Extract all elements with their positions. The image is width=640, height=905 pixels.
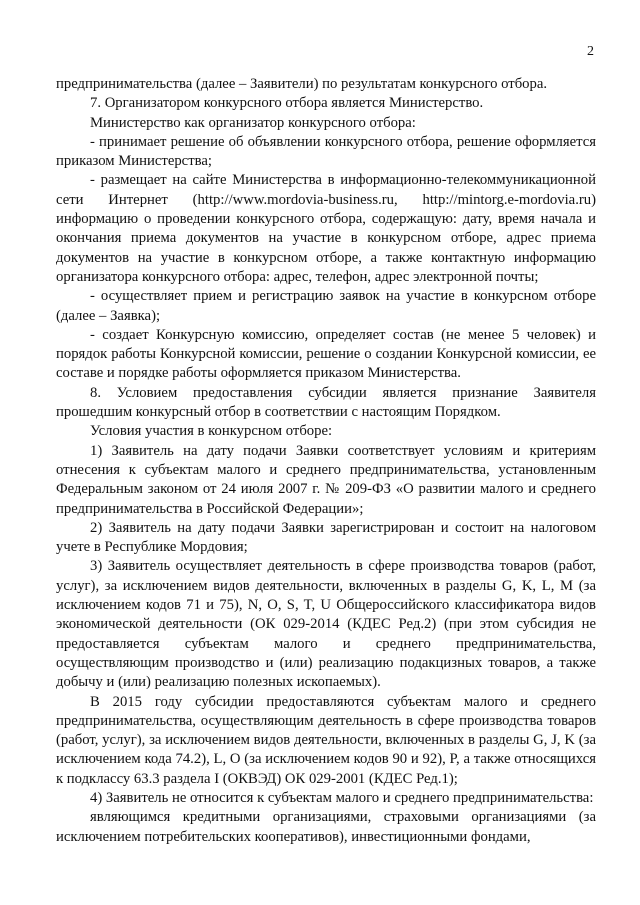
paragraph-item-7: 7. Организатором конкурсного отбора является Министерство. (90, 95, 484, 112)
page-number: 2 (587, 44, 594, 59)
paragraph-duty-commission: - создает Конкурсную комиссию, определяет состав (не менее 5 человек) и порядок работы Конкурсной комиссии, решение о создании Конкурсной комиссии, ее составе и порядке работы оформляется приказом Министерства. (56, 326, 596, 382)
paragraph-2015-note: В 2015 году субсидии предоставляются субъектам малого и среднего предпринимательства, осуществляющим деятельность в сфере производства товаров (работ, услуг), за исключением видов деятельности, включенных в разделы G, J, K (за исключением кода 74.2), L, O (за исключением кодов 90 и 92), P, а также относящихся к подклассу 63.3 раздела I (ОКВЭД) ОК 029-2001 (КДЕС Ред.1); (56, 693, 596, 787)
paragraph-condition-3: 3) Заявитель осуществляет деятельность в сфере производства товаров (работ, услуг), за исключением видов деятельности, включенных в разделы G, K, L, M (за исключением кодов 71 и 75), N, O, S, T, U Общероссийского классификатора видов экономической деятельности (ОК 029-2014 (КДЕС Ред.2) (при этом субсидия не предоставляется субъектам малого и среднего предпринимательства, осуществляющим производство и (или) реализацию подакцизных товаров, а также добычу и (или) реализацию полезных ископаемых). (56, 558, 596, 691)
paragraph-condition-4-detail: являющимся кредитными организациями, страховыми организациями (за исключением потребительских кооперативов), инвестиционными фондами, (56, 809, 596, 845)
paragraph-item-8: 8. Условием предоставления субсидии является признание Заявителя прошедшим конкурсный отбор в соответствии с настоящим Порядком. (56, 384, 596, 421)
paragraph-duty-publish: - размещает на сайте Министерства в информационно-телекоммуникационной сети Интернет (http://www.mordovia-business.ru, http://mintorg.e-mordovia.ru) информацию о проведении конкурсного отбора, содержащую: дату, время начала и окончания приема документов на участие в конкурсном отборе, адрес приема документов на участие в конкурсном отборе, а также контактную информацию организатора конкурсного отбора: адрес, телефон, адрес электронной почты; (56, 172, 596, 285)
paragraph-condition-4: 4) Заявитель не относится к субъектам малого и среднего предпринимательства: (90, 789, 594, 806)
paragraph-duty-accept: - осуществляет прием и регистрацию заявок на участие в конкурсном отборе (далее – Заявка); (56, 288, 596, 324)
paragraph-duty-decision: - принимает решение об объявлении конкурсного отбора, решение оформляется приказом Министерства; (56, 133, 596, 170)
paragraph-organizer-intro: Министерство как организатор конкурсного отбора: (90, 114, 416, 131)
paragraph-condition-1: 1) Заявитель на дату подачи Заявки соответствует условиям и критериям отнесения к субъектам малого и среднего предпринимательства, установленным Федеральным законом от 24 июля 2007 г. № 209-ФЗ «О развитии малого и среднего предпринимательства в Российской Федерации»; (56, 442, 596, 517)
paragraph-condition-2: 2) Заявитель на дату подачи Заявки зарегистрирован и состоит на налоговом учете в Республике Мордовия; (56, 519, 596, 556)
paragraph-conditions-intro: Условия участия в конкурсном отборе: (90, 423, 333, 440)
paragraph-continuation: предпринимательства (далее – Заявители) по результатам конкурсного отбора. (56, 76, 548, 92)
document-body (56, 75, 596, 847)
